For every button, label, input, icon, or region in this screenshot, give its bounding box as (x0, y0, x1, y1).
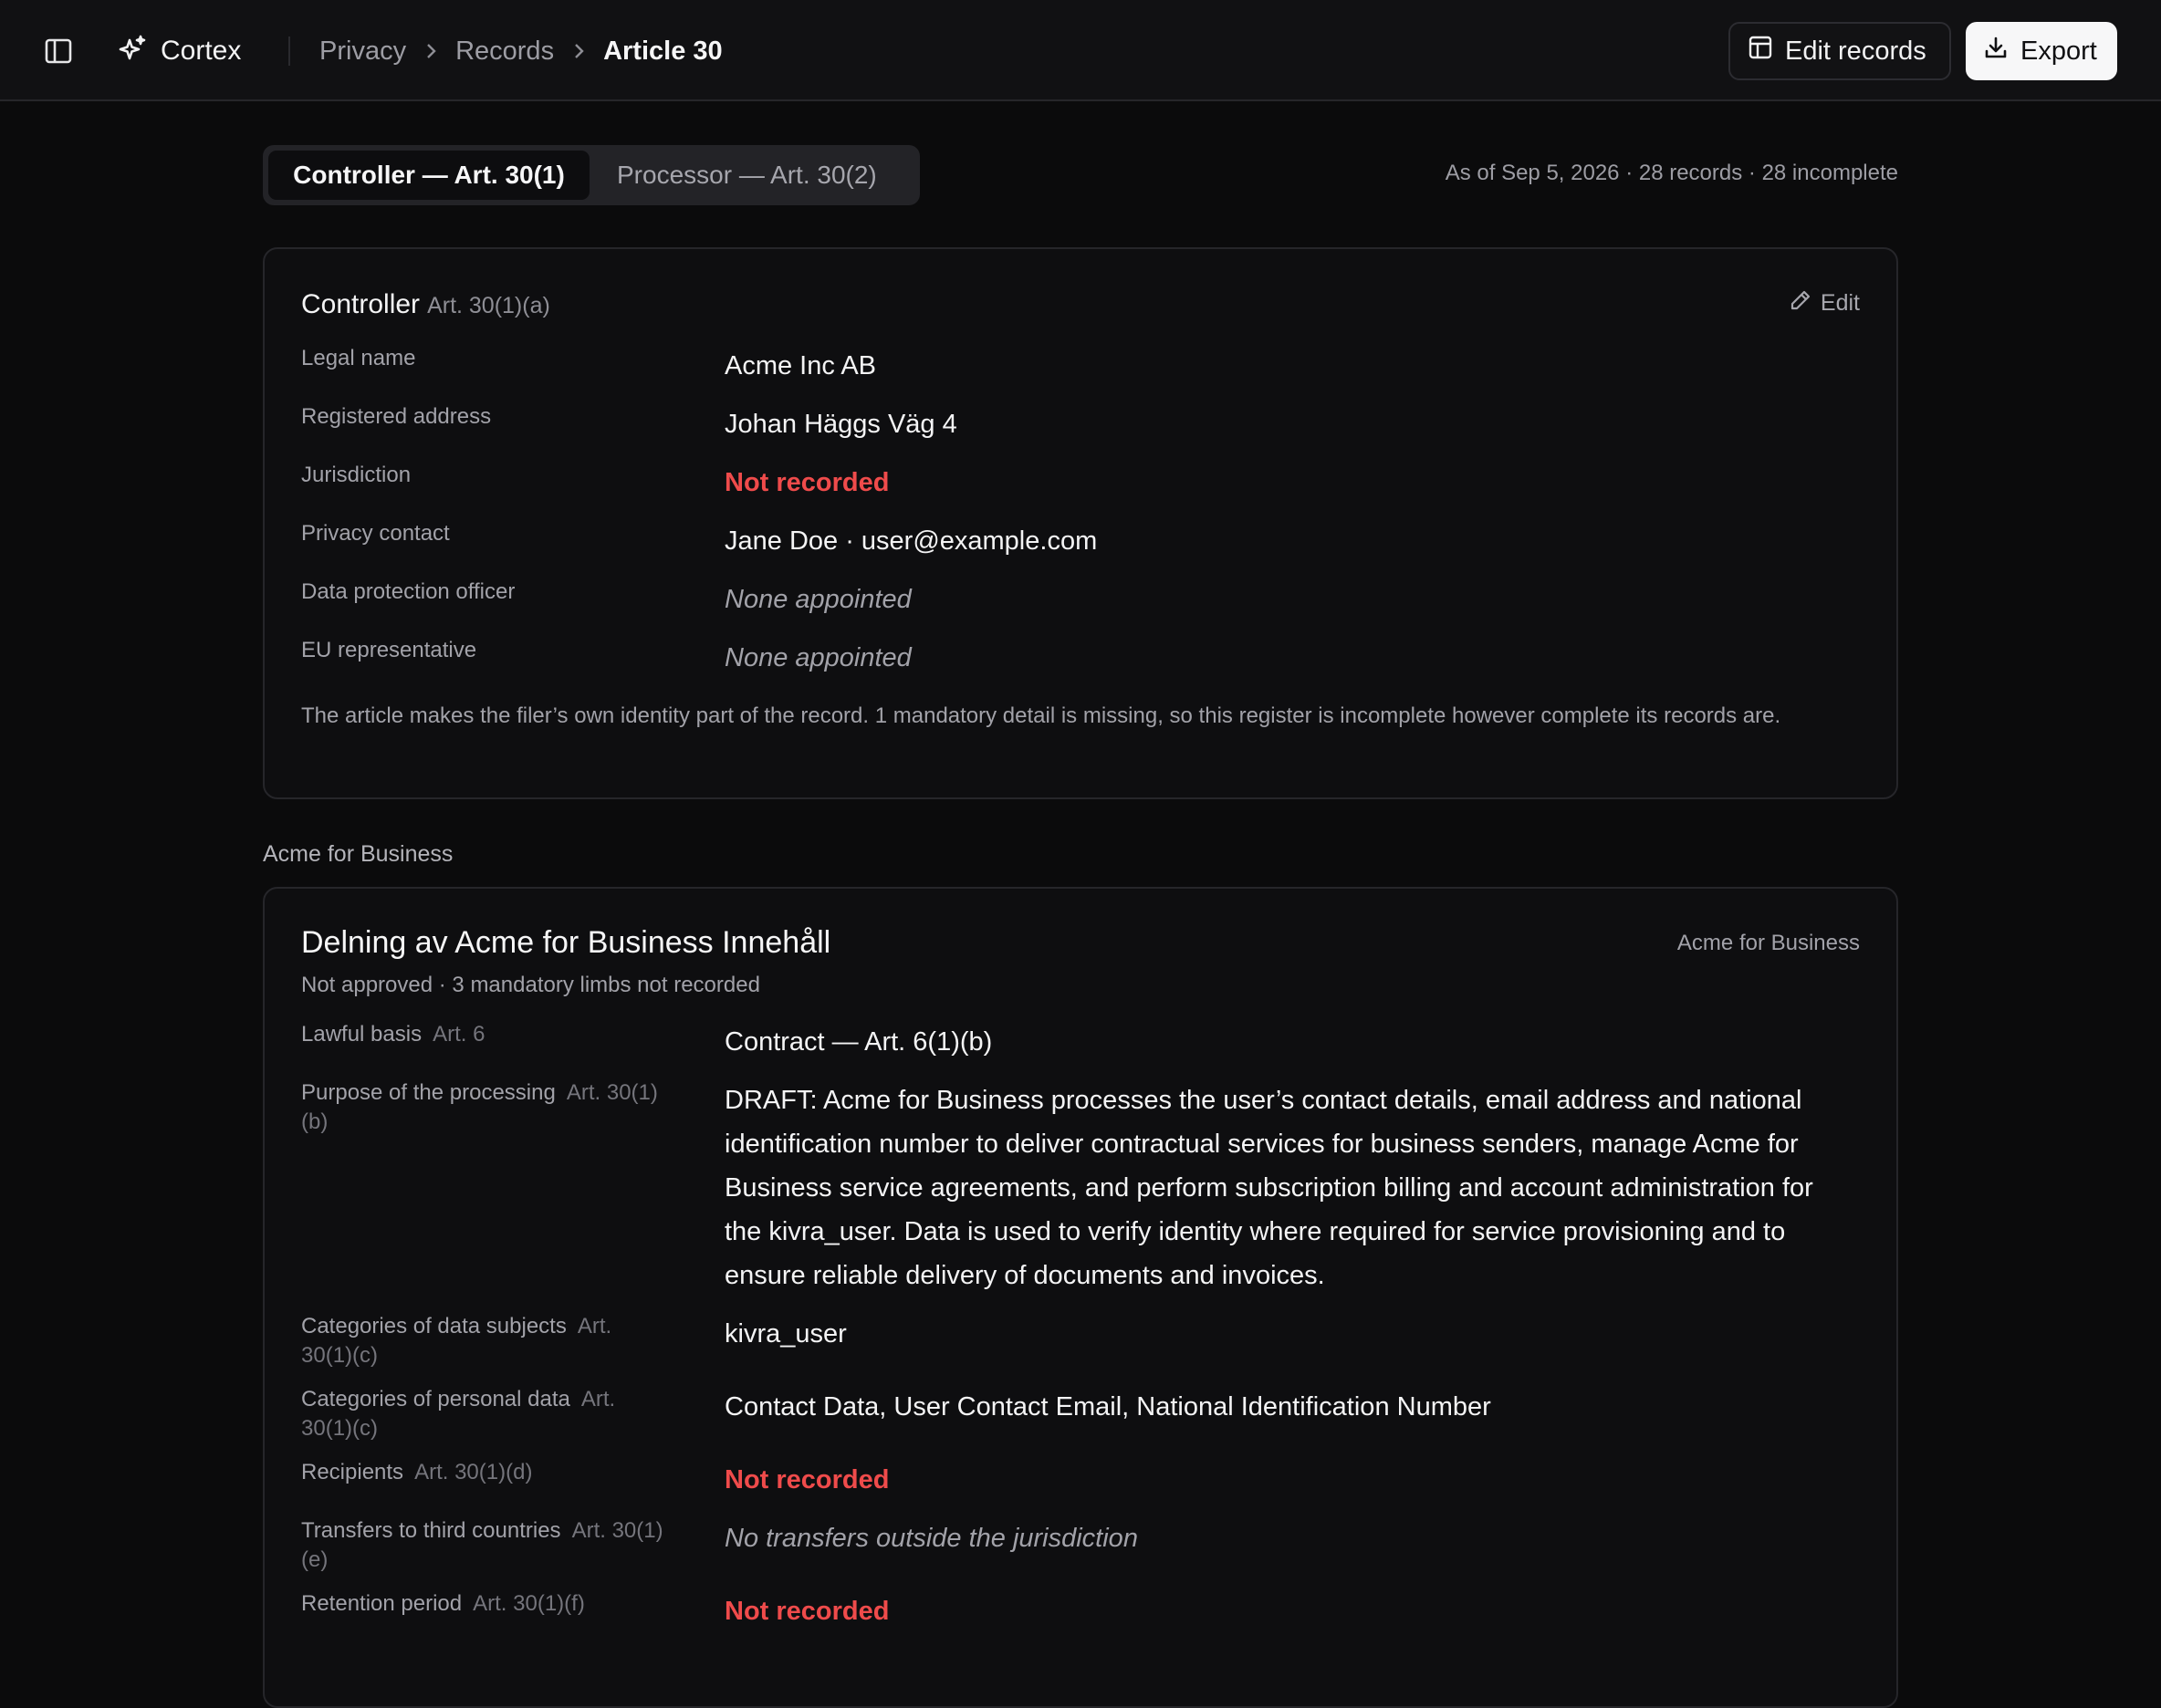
export-label: Export (2020, 36, 2097, 66)
field-ref: Art. 30(1)(d) (414, 1460, 533, 1484)
field-value-missing: Not recorded (725, 468, 890, 497)
export-button[interactable] (1966, 22, 2117, 80)
table-icon (1749, 36, 1772, 67)
field-ref: Art. 30(1)(c) (301, 1387, 616, 1441)
field-value-empty: No transfers outside the jurisdiction (725, 1524, 1138, 1553)
field-label: Legal name (301, 346, 416, 370)
controller-card (263, 247, 1898, 799)
field-label: Data protection officer (301, 579, 516, 604)
field-label: EU representative (301, 638, 477, 662)
field-ref: Art. 30(1)(e) (301, 1518, 663, 1572)
brand[interactable] (117, 29, 241, 73)
sidebar-toggle-icon[interactable] (40, 33, 77, 69)
records-status-line: As of Sep 5, 2026 · 28 records · 28 incomplete (1445, 161, 1898, 185)
field-label-text: Purpose of the processing (301, 1080, 556, 1105)
field-label (301, 1589, 666, 1619)
tab-processor[interactable]: Processor — Art. 30(2) (617, 161, 877, 189)
tab-controller[interactable]: Controller — Art. 30(1) (268, 151, 590, 200)
field-label (301, 1458, 666, 1487)
breadcrumb (319, 29, 723, 73)
field-label (301, 1516, 666, 1575)
field-value: Acme Inc AB (725, 351, 877, 380)
field-value: Contact Data, User Contact Email, National Identification Number (725, 1392, 1491, 1422)
field-value-missing: Not recorded (725, 1597, 890, 1626)
field-label-text: Categories of personal data (301, 1387, 570, 1411)
controller-ref: Art. 30(1)(a) (427, 293, 550, 318)
field-label: Jurisdiction (301, 463, 412, 487)
field-value: Jane Doe · user@example.com (725, 526, 1098, 556)
controller-title-text: Controller (301, 289, 421, 319)
field-ref: Art. 30(1)(b) (301, 1080, 658, 1134)
section-heading: Acme for Business (263, 841, 454, 867)
field-label (301, 1385, 666, 1443)
field-label-text: Lawful basis (301, 1022, 423, 1047)
sparkles-icon (117, 34, 148, 69)
edit-records-label: Edit records (1785, 36, 1926, 66)
edit-label: Edit (1820, 290, 1860, 316)
field-label (301, 1020, 666, 1049)
field-value-missing: Not recorded (725, 1465, 890, 1494)
record-card (263, 887, 1898, 1708)
field-label-text: Retention period (301, 1591, 463, 1616)
record-system-tag: Acme for Business (1676, 931, 1860, 955)
breadcrumb-article-30: Article 30 (603, 36, 723, 66)
breadcrumb-privacy[interactable]: Privacy (319, 36, 407, 66)
field-value-empty: None appointed (725, 643, 912, 672)
chevron-right-icon (572, 42, 585, 60)
field-ref: Art. 6 (433, 1022, 485, 1047)
field-value: kivra_user (725, 1319, 847, 1349)
field-label (301, 1078, 666, 1137)
field-value: Contract — Art. 6(1)(b) (725, 1027, 993, 1057)
controller-note: The article makes the filer’s own identity part of the record. 1 mandatory detail is missing, so this register is incomplete however complete its records are. (301, 703, 1781, 728)
field-label (301, 1312, 666, 1370)
divider (288, 36, 290, 66)
field-label-text: Transfers to third countries (301, 1518, 561, 1543)
edit-records-button[interactable] (1728, 22, 1951, 80)
field-value-empty: None appointed (725, 585, 912, 614)
article-tabs (263, 145, 920, 205)
field-label: Privacy contact (301, 521, 450, 546)
field-ref: Art. 30(1)(c) (301, 1314, 612, 1368)
breadcrumb-records[interactable]: Records (455, 36, 555, 66)
record-title[interactable]: Delning av Acme for Business Innehåll (301, 925, 831, 960)
field-label-text: Categories of data subjects (301, 1314, 567, 1338)
field-ref: Art. 30(1)(f) (473, 1591, 585, 1616)
field-label-text: Recipients (301, 1460, 404, 1484)
chevron-right-icon (424, 42, 437, 60)
pencil-icon (1790, 289, 1811, 318)
edit-controller-button[interactable] (1790, 289, 1860, 318)
app-name: Cortex (161, 36, 242, 66)
record-status: Not approved · 3 mandatory limbs not recorded (301, 973, 760, 997)
download-icon (1984, 36, 2008, 67)
top-bar (0, 0, 2161, 101)
controller-title (301, 289, 550, 320)
field-value: Johan Häggs Väg 4 (725, 410, 957, 439)
field-value: DRAFT: Acme for Business processes the user’s contact details, email address and national identification number to deliver contractual services for business senders, manage Acme for Business service agreements, and perform subscription billing and account administration for the kivra_user. Data is used to verify identity where required for service provisioning and to ensure reliable delivery of documents and invoices. (725, 1086, 1813, 1290)
field-label: Registered address (301, 404, 492, 429)
